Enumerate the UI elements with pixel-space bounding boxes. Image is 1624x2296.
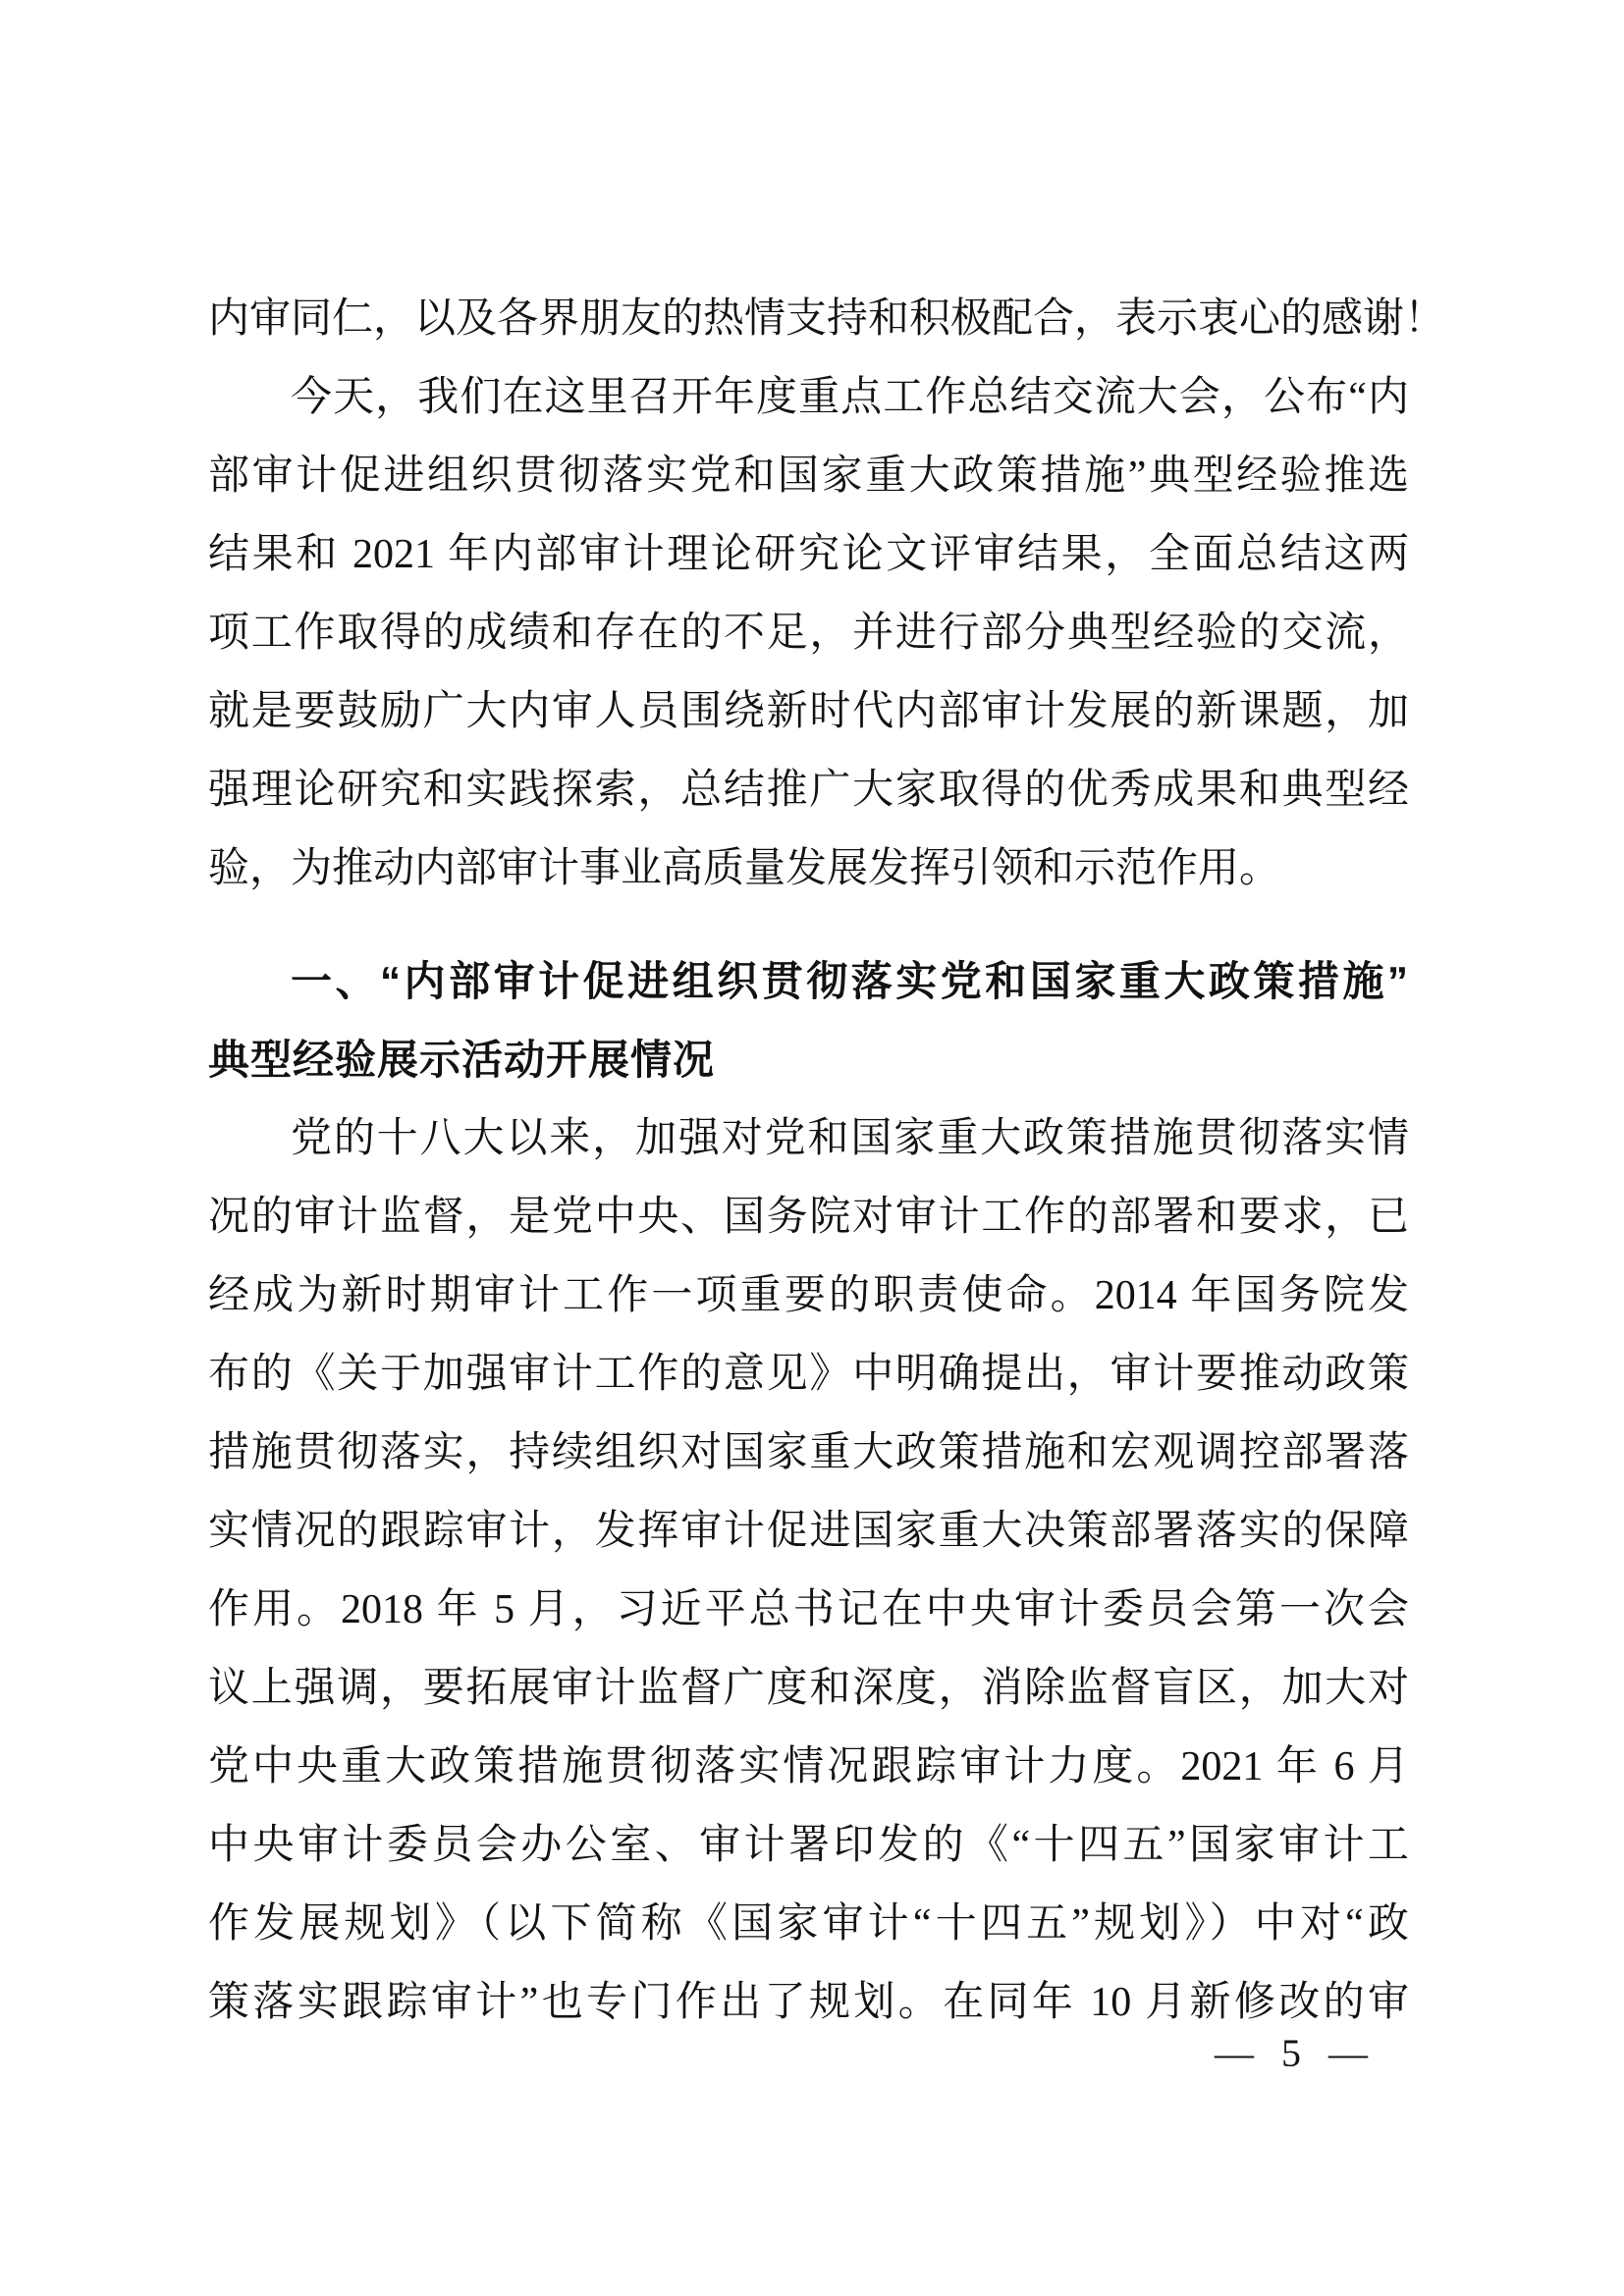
policy-paragraph-line: 措施贯彻落实，持续组织对国家重大政策措施和宏观调控部署落 (208, 1430, 1409, 1475)
intro-paragraph-line: 今天，我们在这里召开年度重点工作总结交流大会，公布“内 (291, 375, 1409, 420)
policy-paragraph-line: 实情况的跟踪审计，发挥审计促进国家重大决策部署落实的保障 (208, 1509, 1409, 1554)
policy-paragraph-line: 布的《关于加强审计工作的意见》中明确提出，审计要推动政策 (208, 1352, 1409, 1397)
section-heading-line: 一、“内部审计促进组织贯彻落实党和国家重大政策措施” (291, 958, 1409, 1004)
policy-paragraph-line: 作发展规划》（以下简称《国家审计“十四五”规划》）中对“政 (208, 1901, 1409, 1947)
section-heading-line: 典型经验展示活动开展情况 (208, 1037, 716, 1083)
intro-paragraph-line: 结果和 2021 年内部审计理论研究论文评审结果，全面总结这两 (208, 532, 1409, 577)
policy-paragraph-line: 党中央重大政策措施贯彻落实情况跟踪审计力度。2021 年 6 月 (208, 1744, 1409, 1789)
intro-paragraph-line: 验，为推动内部审计事业高质量发展发挥引领和示范作用。 (208, 846, 1281, 891)
intro-paragraph-line: 项工作取得的成绩和存在的不足，并进行部分典型经验的交流， (208, 611, 1409, 656)
closing-paragraph-line: 内审同仁，以及各界朋友的热情支持和积极配合，表示衷心的感谢！ (208, 296, 1446, 342)
intro-paragraph-line: 强理论研究和实践探索，总结推广大家取得的优秀成果和典型经 (208, 768, 1409, 813)
policy-paragraph-line: 况的审计监督，是党中央、国务院对审计工作的部署和要求，已 (208, 1195, 1409, 1240)
policy-paragraph-line: 作用。2018 年 5 月，习近平总书记在中央审计委员会第一次会 (208, 1587, 1409, 1632)
policy-paragraph-line: 策落实跟踪审计”也专门作出了规划。在同年 10 月新修改的审 (208, 1980, 1409, 2025)
policy-paragraph-line: 党的十八大以来，加强对党和国家重大政策措施贯彻落实情 (291, 1116, 1409, 1161)
page-number: — 5 — (1215, 2031, 1368, 2075)
policy-paragraph-line: 经成为新时期审计工作一项重要的职责使命。2014 年国务院发 (208, 1273, 1409, 1318)
intro-paragraph-line: 就是要鼓励广大内审人员围绕新时代内部审计发展的新课题，加 (208, 689, 1409, 734)
policy-paragraph-line: 议上强调，要拓展审计监督广度和深度，消除监督盲区，加大对 (208, 1666, 1409, 1711)
intro-paragraph-line: 部审计促进组织贯彻落实党和国家重大政策措施”典型经验推选 (208, 454, 1409, 499)
policy-paragraph-line: 中央审计委员会办公室、审计署印发的《“十四五”国家审计工 (208, 1823, 1409, 1868)
page-content (208, 280, 1446, 2042)
